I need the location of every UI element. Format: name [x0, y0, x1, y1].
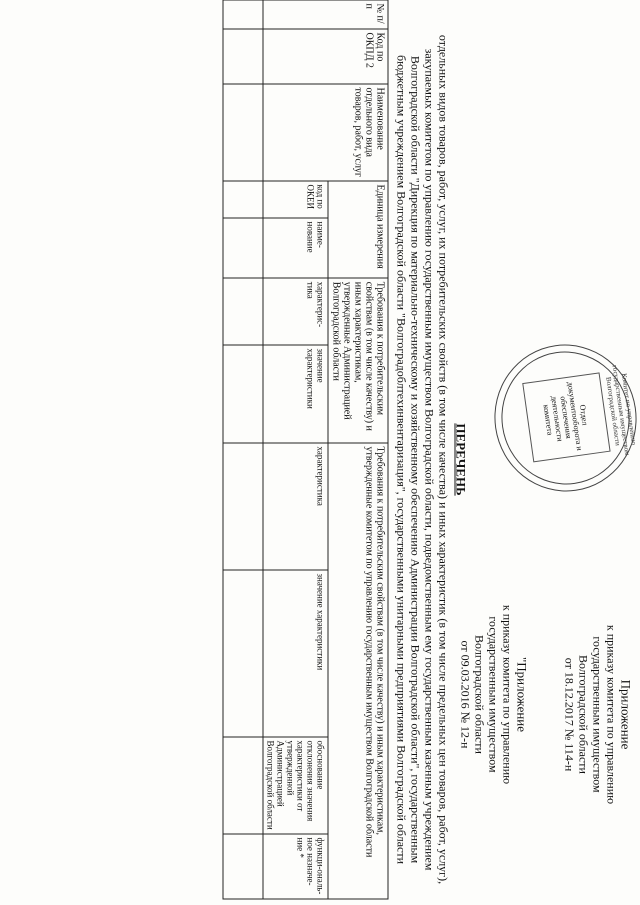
- appendix-2-heading: "Приложение: [514, 656, 530, 733]
- appendix-block-2: [459, 560, 529, 830]
- header-req-committee: Требования к потребительским свойствам (в том числе качеству) и иным характеристикам, утвержденные комитетом по управлению государственным имуществом Волгоградской области: [328, 443, 388, 899]
- table-cell: [223, 345, 263, 443]
- official-stamp: [485, 335, 640, 500]
- stamp-outer-text: Комитет по управлению государственным имуществом Волгоградской области: [604, 364, 638, 456]
- appendix-1-date: от 18.12.2017 № 114-н: [562, 657, 577, 772]
- table-cell: [223, 84, 263, 181]
- table-cell: [223, 443, 263, 570]
- requirements-table: [223, 0, 389, 900]
- appendix-1-line: государственным имуществом: [590, 636, 605, 793]
- appendix-2-line: государственным имуществом: [486, 616, 501, 773]
- appendix-block-1: [563, 585, 633, 845]
- table-cell: [223, 0, 263, 29]
- table-row: [223, 0, 263, 899]
- document-subtitle: отдельных видов товаров, работ, услуг, их потребительских свойств (в том числе качества) и иных характеристик (в том числе предельных цен товаров, работ, услуг), закупаемых комитетом по управлению государственным имуществом Волгоградской области, подведомственным ему государственным казенным учреждением Волгоградской области "Дирекция по материально-техническому и хозяйственному обеспечению Администрации Волгоградской области", государственным бюджетным учреждением Волгоградской области "Волгоградоблтехинвентаризация", государственными унитарными предприятиями Волгоградской области: [394, 34, 451, 885]
- appendix-2-date: от 09.03.2016 № 12-н: [458, 640, 473, 749]
- appendix-1-heading: Приложение: [618, 679, 634, 750]
- subheader-char-admin: характерис-тика: [263, 278, 328, 345]
- subheader-purpose: функци-ональ-ное назначе-ние *: [263, 834, 328, 899]
- header-unit: Единица измерения: [328, 181, 388, 278]
- appendix-1-line: к приказу комитета по управлению: [604, 624, 619, 805]
- table-cell: [223, 218, 263, 278]
- subheader-value-admin: значение характеристики: [263, 345, 328, 443]
- subheader-value: значение характеристики: [263, 570, 328, 737]
- table-cell: [223, 181, 263, 218]
- header-name: Наименование отдельного вида товаров, работ, услуг: [263, 84, 388, 181]
- appendix-2-line: Волгоградской области: [472, 635, 487, 754]
- table-cell: [223, 834, 263, 899]
- rotated-content: [1, 0, 640, 905]
- subheader-unit-name: наиме-нование: [263, 218, 328, 278]
- document-title: ПЕРЕЧЕНЬ: [453, 423, 469, 496]
- appendix-1-line: Волгоградской области: [576, 655, 591, 774]
- table-cell: [223, 29, 263, 84]
- subheader-justification: обоснование отклонения значения характеристики от утвержденной Администрацией Волгоградской области: [263, 737, 328, 834]
- table-cell: [223, 278, 263, 345]
- subheader-okei: код по ОКЕИ: [263, 181, 328, 218]
- header-num: № п/п: [263, 0, 388, 29]
- table-cell: [223, 737, 263, 834]
- subheader-char: характеристика: [263, 443, 328, 570]
- header-req-admin: Требования к потребительским свойствам (в том числе качеству) и иным характеристикам, утвержденные Администрацией Волгоградской области: [328, 278, 388, 443]
- stamp-center-text: Отдел документооборота и обеспечения деятельности комитета: [522, 372, 610, 462]
- header-okpd: Код по ОКПД 2: [263, 29, 388, 84]
- table-cell: [223, 570, 263, 737]
- table-header-row: [328, 0, 388, 899]
- appendix-2-line: к приказу комитета по управлению: [500, 604, 515, 785]
